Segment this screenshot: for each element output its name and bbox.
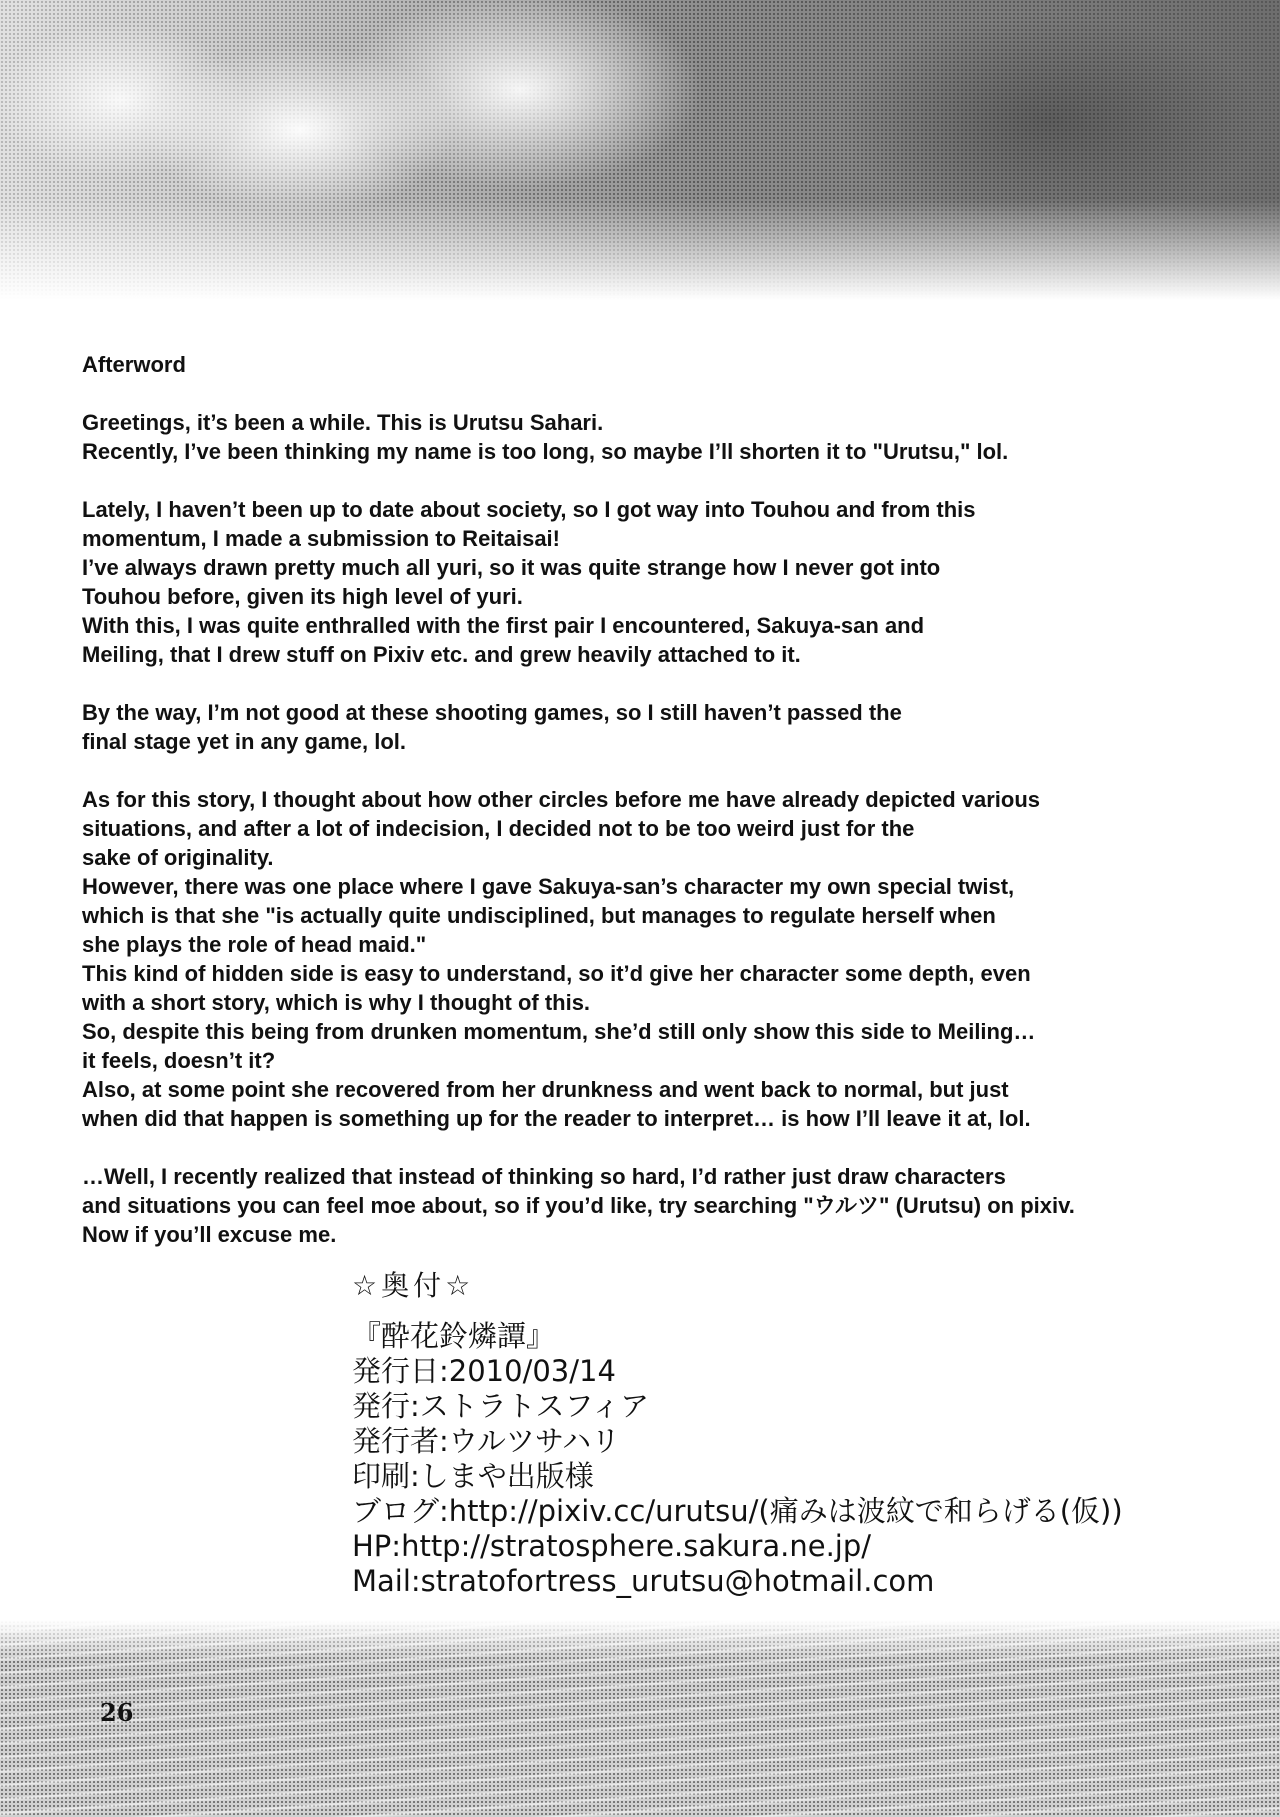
paragraph-closing — [82, 1162, 1242, 1249]
text-line: Greetings, it’s been a while. This is Urutsu Sahari. — [82, 410, 604, 435]
colophon-blog: ブログ:http://pixiv.cc/urutsu/(痛みは波紋で和らげる(仮)) — [352, 1494, 1123, 1528]
colophon-date: 発行日:2010/03/14 — [352, 1354, 616, 1388]
text-line: I’ve always drawn pretty much all yuri, so it was quite strange how I never got into — [82, 555, 941, 580]
colophon-issuer: 発行者:ウルツサハリ — [352, 1424, 621, 1458]
text-line: With this, I was quite enthralled with the first pair I encountered, Sakuya-san and — [82, 613, 925, 638]
text-line: By the way, I’m not good at these shooting games, so I still haven’t passed the — [82, 700, 902, 725]
header-fade — [0, 200, 1280, 300]
text-line: …Well, I recently realized that instead of thinking so hard, I’d rather just draw characters — [82, 1164, 1006, 1189]
text-line: Touhou before, given its high level of yuri. — [82, 584, 523, 609]
text-line: Recently, I’ve been thinking my name is too long, so maybe I’ll shorten it to "Urutsu," lol. — [82, 439, 1009, 464]
page-number: 26 — [100, 1698, 134, 1727]
paragraph-shooting-games — [82, 698, 1242, 756]
colophon — [352, 1268, 1232, 1599]
text-line: she plays the role of head maid." — [82, 932, 427, 957]
text-line: Also, at some point she recovered from her drunkness and went back to normal, but just — [82, 1077, 1009, 1102]
text-line: which is that she "is actually quite undisciplined, but manages to regulate herself when — [82, 903, 996, 928]
text-line: Meiling, that I drew stuff on Pixiv etc. and grew heavily attached to it. — [82, 642, 801, 667]
footer-fade — [0, 1620, 1280, 1660]
colophon-hp: HP:http://stratosphere.sakura.ne.jp/ — [352, 1529, 872, 1563]
colophon-mail: Mail:stratofortress_urutsu@hotmail.com — [352, 1564, 935, 1598]
text-line: So, despite this being from drunken momentum, she’d still only show this side to Meiling… — [82, 1019, 1036, 1044]
text-line: As for this story, I thought about how other circles before me have already depicted various — [82, 787, 1041, 812]
paragraph-greetings — [82, 408, 1242, 466]
text-line: with a short story, which is why I thought of this. — [82, 990, 591, 1015]
text-line: situations, and after a lot of indecision, I decided not to be too weird just for the — [82, 816, 915, 841]
text-line: sake of originality. — [82, 845, 274, 870]
colophon-printer: 印刷:しまや出版様 — [352, 1459, 594, 1493]
text-line: it feels, doesn’t it? — [82, 1048, 276, 1073]
text-line: This kind of hidden side is easy to understand, so it’d give her character some depth, even — [82, 961, 1031, 986]
text-line: final stage yet in any game, lol. — [82, 729, 406, 754]
text-line: momentum, I made a submission to Reitaisai! — [82, 526, 560, 551]
colophon-publisher: 発行:ストラトスフィア — [352, 1389, 650, 1423]
text-line: Lately, I haven’t been up to date about society, so I got way into Touhou and from this — [82, 497, 976, 522]
colophon-heading: ☆奥付☆ — [352, 1269, 475, 1302]
afterword-section — [82, 350, 1242, 1278]
colophon-title: 『酔花鈴燐譚』 — [352, 1319, 556, 1353]
text-line: Now if you’ll excuse me. — [82, 1222, 337, 1247]
paragraph-touhou — [82, 495, 1242, 669]
paragraph-story — [82, 785, 1242, 1133]
afterword-title: Afterword — [82, 352, 186, 377]
text-line: However, there was one place where I gave Sakuya-san’s character my own special twist, — [82, 874, 1015, 899]
text-line: when did that happen is something up for the reader to interpret… is how I’ll leave it at, lol. — [82, 1106, 1031, 1131]
text-line: and situations you can feel moe about, so if you’d like, try searching "ウルツ" (Urutsu) on pixiv. — [82, 1193, 1075, 1218]
